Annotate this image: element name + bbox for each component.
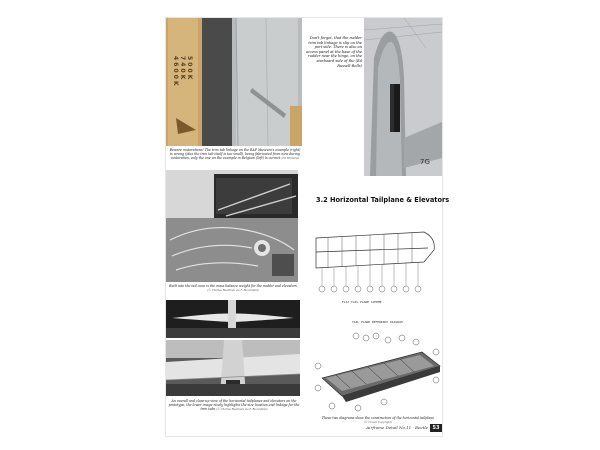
page-footer: Airframe Detail No.11 - Beetle [366,425,428,430]
section-heading: 3.2 Horizontal Tailplane & Elevators [316,196,450,204]
diagram-lower-title: TAIL PLANE REFERENCE DIAGRAM [352,320,403,324]
photo-tailplane-overall [166,300,300,338]
caption-credit: (© Charles Reedman via F. Bloomfield) [216,408,268,411]
caption-tailplane-views [168,399,300,412]
svg-text:7 4 0 K: 7 4 0 K [179,56,186,80]
photo-tail-fin [364,18,442,176]
caption-credit: (Ed Russell-Rolls) [337,58,362,68]
caption-text: An overall and close-up view of the horizontal tailplanes and elevators on the prototype, the lower image nicely highlights the size location and linkage for the trim tabs [168,399,300,411]
photo-tail-cone-mass-balance [166,170,298,282]
caption-credit: (© Crown Copyright) [363,421,393,424]
caption-credit: (© Charles Reedman via F. Bloomfield) [207,289,259,292]
caption-mass-balance [168,284,298,293]
svg-text:4 6 0 0 K: 4 6 0 0 K [172,56,179,86]
caption-credit: (Ed Williams) [281,157,300,160]
caption-text: These two diagrams show the construction of the horizontal tailplane [321,416,435,420]
book-page [166,18,450,436]
diagram-upper-title: FLAT TAIL PLANE SCHEME [342,300,382,304]
photo-tailplane-closeup [166,340,300,396]
svg-text:5 0 0 K: 5 0 0 K [186,56,193,80]
diagram-tailplane-reference [312,332,442,414]
caption-trim-tab-linkage [168,148,302,161]
photo-trim-tab-linkage [166,18,302,146]
svg-text:7G: 7G [420,158,430,166]
caption-rudder-trim [302,36,362,68]
caption-text: Beware restorations! The trim tab linkage on the RAF Museum's example (right) is wrong (plus the trim tab itself is too small), being fabricated from new during restoration, only the one on the example in Belgium (left) is correct [169,148,301,160]
caption-text: Don't forget, that the rudder trim tab linkage is slip on the port side. There is also an access panel at the base of the rudder near the hinge, on the starboard side of the [305,36,362,63]
diagram-tailplane-structure [312,208,442,328]
caption-tailplane-diagrams [316,416,440,425]
caption-text: Built into the tail cone is the mass balance weight for the rudder and elevators [169,284,297,288]
page-number: 53 [430,424,442,432]
